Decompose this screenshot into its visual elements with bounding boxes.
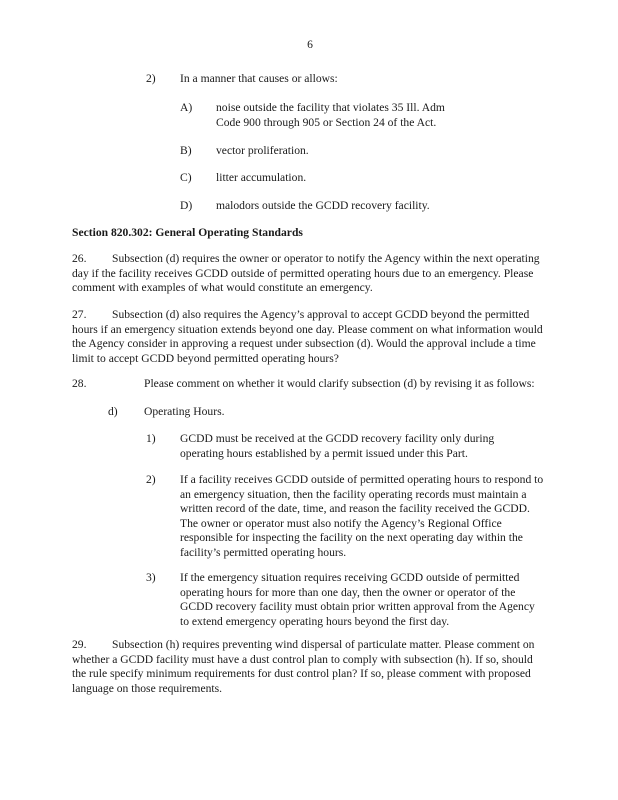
paragraph-text: Subsection (h) requires preventing wind dispersal of particulate matter. Please comment on whether a GCDD facility must have a dust control plan to comply with subsection (h). If so, should the rule specify minimum requirements for dust control plan? If so, please comment with proposed language on those requirements.: [72, 638, 535, 695]
paragraph-28: [72, 377, 547, 392]
proposed-title: Operating Hours.: [144, 405, 225, 418]
paragraph-text: Subsection (d) also requires the Agency’s approval to accept GCDD beyond the permitted hours if an emergency situation extends beyond one day. Please comment on what information would the Agency consider in approving a request under subsection (d). Would the approval include a time limit to accept GCDD beyond permitted operating hours?: [72, 308, 543, 365]
paragraph-text: Subsection (d) requires the owner or operator to notify the Agency within the next operating day if the facility receives GCDD outside of permitted operating hours due to an emergency. Please comment with examples of what would constitute an emergency.: [72, 252, 540, 295]
paragraph-27: [72, 308, 547, 366]
list-item-label: 2): [146, 72, 156, 85]
sub-item-text-a: noise outside the facility that violates 35 Ill. Adm Code 900 through 905 or Section 24 of the Act.: [216, 101, 445, 129]
sub-item-text-b: vector proliferation.: [216, 144, 309, 157]
proposed-item-text-3: If the emergency situation requires receiving GCDD outside of permitted operating hours for more than one day, then the owner or operator of the GCDD recovery facility must obtain prior written approval from the Agency to extend emergency operating hours beyond the first day.: [180, 571, 535, 628]
paragraph-26: [72, 252, 547, 296]
list-item-text: In a manner that causes or allows:: [180, 72, 338, 85]
paragraph-number: 27.: [72, 308, 87, 321]
section-heading: Section 820.302: General Operating Standards: [72, 226, 303, 239]
paragraph-number: 29.: [72, 638, 87, 651]
proposed-item-label-1: 1): [146, 432, 156, 445]
paragraph-29: [72, 638, 547, 696]
sub-item-label-b: B): [180, 144, 192, 157]
sub-item-label-a: A): [180, 101, 193, 114]
sub-item-text-d: malodors outside the GCDD recovery facility.: [216, 199, 430, 212]
proposed-item-text-2: If a facility receives GCDD outside of permitted operating hours to respond to an emergency situation, then the facility operating records must maintain a written record of the date, time, and reason the facility received the GCDD. The owner or operator must also notify the Agency’s Regional Office responsible for inspecting the facility on the next operating day within the facility’s permitted operating hours.: [180, 473, 544, 559]
paragraph-number: 28.: [72, 377, 87, 390]
paragraph-number: 26.: [72, 252, 87, 265]
sub-item-label-c: C): [180, 171, 192, 184]
proposed-label: d): [108, 405, 118, 418]
proposed-item-text-1: GCDD must be received at the GCDD recovery facility only during operating hours established by a permit issued under this Part.: [180, 432, 495, 460]
paragraph-text: Please comment on whether it would clarify subsection (d) by revising it as follows:: [144, 377, 535, 390]
proposed-item-label-3: 3): [146, 571, 156, 584]
sub-item-text-c: litter accumulation.: [216, 171, 307, 184]
proposed-item-label-2: 2): [146, 473, 156, 486]
page-number: 6: [307, 38, 313, 51]
sub-item-label-d: D): [180, 199, 193, 212]
